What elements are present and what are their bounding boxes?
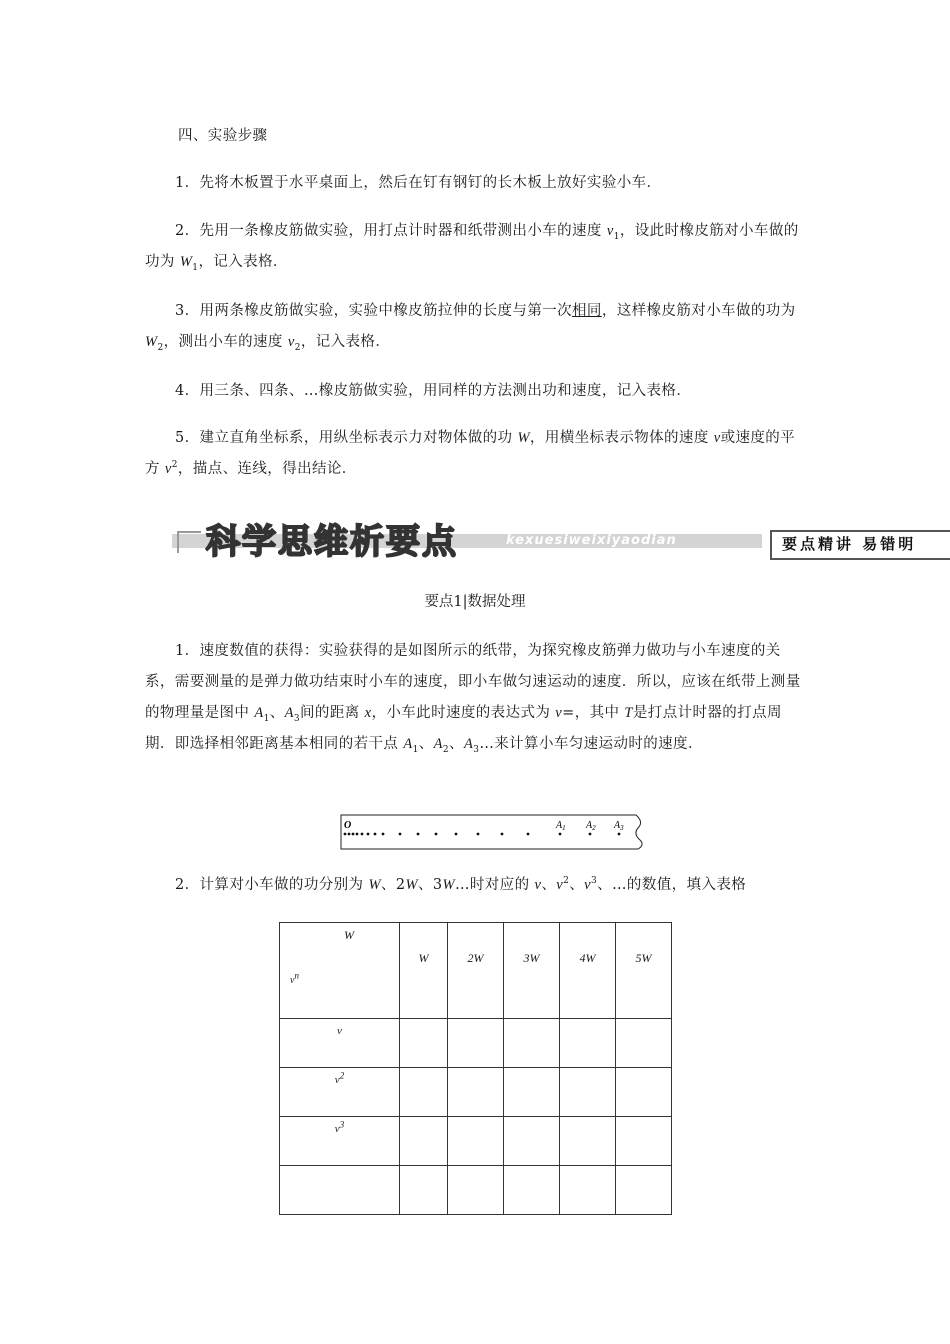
keypoint-heading: 要点1|数据处理 [424, 594, 526, 610]
tape-dot [367, 833, 370, 836]
tape-dot-a1 [559, 833, 562, 836]
tape-dot [455, 833, 458, 836]
table-cell [400, 1068, 448, 1117]
tape-dot [399, 833, 402, 836]
table-corner-cell [280, 923, 400, 1019]
keypoint-2-paragraph: 2．计算对小车做的功分别为 W、2W、3W…时对应的 v、$v^2$、$v^3$、…的数值，填入表格 [175, 876, 747, 893]
corner-bottom-label: $v^n$ [290, 970, 299, 986]
table-cell [560, 1117, 616, 1166]
table-header-cell: 3W [504, 923, 560, 1019]
tape-dot [352, 833, 355, 836]
tape-dot [435, 833, 438, 836]
table-header-cell: 2W [448, 923, 504, 1019]
tape-dot [356, 833, 359, 836]
banner-tag: 要点精讲 易错明 [782, 535, 917, 553]
table-row [280, 1166, 672, 1215]
data-table [279, 922, 672, 1215]
table-cell [448, 1166, 504, 1215]
table-cell [560, 1019, 616, 1068]
step-3: 3．用两条橡皮筋做实验，实验中橡皮筋拉伸的长度与第一次相同，这样橡皮筋对小车做的功为 $W_2$，测出小车的速度 $v_2$，记入表格． [145, 303, 796, 353]
step-2: 2．先用一条橡皮筋做实验，用打点计时器和纸带测出小车的速度 $v_1$，设此时橡皮筋对小车做的功为 $W_1$，记入表格． [145, 223, 799, 273]
tape-label-a1: $A_1$ [556, 820, 566, 832]
step-5: 5．建立直角坐标系，用纵坐标表示力对物体做的功 W，用横坐标表示物体的速度 v或速度的平方 $v^2$，描点、连线，得出结论． [145, 430, 796, 477]
tape-dot [477, 833, 480, 836]
step-1: 1．先将木板置于水平桌面上，然后在钉有钢钉的长木板上放好实验小车． [175, 175, 662, 191]
row-label: $v^3$ [280, 1117, 400, 1166]
banner-pinyin: kexuesiweixiyaodian [506, 533, 677, 548]
banner-corner-decoration [177, 531, 201, 553]
banner-title: 科学思维析要点 [206, 522, 458, 562]
table-header-cell: 4W [560, 923, 616, 1019]
tape-label-a2: $A_2$ [586, 820, 596, 832]
tape-dot [344, 833, 347, 836]
corner-top-label: W [344, 928, 354, 942]
table-cell [616, 1019, 672, 1068]
tape-dot [348, 833, 351, 836]
tape-dot [374, 833, 377, 836]
tape-dot-a2 [589, 833, 592, 836]
section-banner [172, 522, 950, 562]
table-row [280, 1068, 672, 1117]
table-cell [560, 1166, 616, 1215]
tape-dots [344, 833, 621, 836]
table-cell [616, 1117, 672, 1166]
step-4: 4．用三条、四条、…橡皮筋做实验，用同样的方法测出功和速度，记入表格． [175, 383, 692, 399]
row-label: v [280, 1019, 400, 1068]
table-row [280, 1019, 672, 1068]
table-row [280, 1117, 672, 1166]
table-cell [504, 1117, 560, 1166]
table-cell [448, 1068, 504, 1117]
table-cell [448, 1019, 504, 1068]
table-cell [448, 1117, 504, 1166]
keypoint-1-paragraph: 1．速度数值的获得：实验获得的是如图所示的纸带，为探究橡皮筋弹力做功与小车速度的关系，需要测量的是弹力做功结束时小车的速度，即小车做匀速运动的速度．所以，应该在纸带上测量的物理量是图中 $A_1$、$A_3$间的距离 x，小车此时速度的表达式为 v=，其中 T是打点计时器的打点周期．即选择相邻距离基本相同的若干点 $A_1$、$A_2$、$A_3\dots$来计算小车匀速运动时的速度． [145, 643, 801, 755]
section-title: 四、实验步骤 [178, 128, 268, 144]
row-label [280, 1166, 400, 1215]
tape-dot [382, 833, 385, 836]
paper-tape-figure [340, 814, 646, 850]
table-header-cell: 5W [616, 923, 672, 1019]
tape-label-a3: $A_3$ [614, 820, 624, 832]
table-cell [400, 1019, 448, 1068]
tape-dot [501, 833, 504, 836]
table-cell [616, 1166, 672, 1215]
table-cell [400, 1166, 448, 1215]
table-cell [616, 1068, 672, 1117]
tape-outline [341, 815, 642, 849]
row-label: $v^2$ [280, 1068, 400, 1117]
table-header-cell: W [400, 923, 448, 1019]
tape-dot [417, 833, 420, 836]
table-cell [400, 1117, 448, 1166]
tape-dot [361, 833, 364, 836]
table-cell [560, 1068, 616, 1117]
table-cell [504, 1019, 560, 1068]
table-cell [504, 1166, 560, 1215]
tape-origin-label: O [344, 820, 352, 831]
table-cell [504, 1068, 560, 1117]
tape-dot [527, 833, 530, 836]
table-header-row [280, 923, 672, 1019]
tape-dot-a3 [618, 833, 621, 836]
